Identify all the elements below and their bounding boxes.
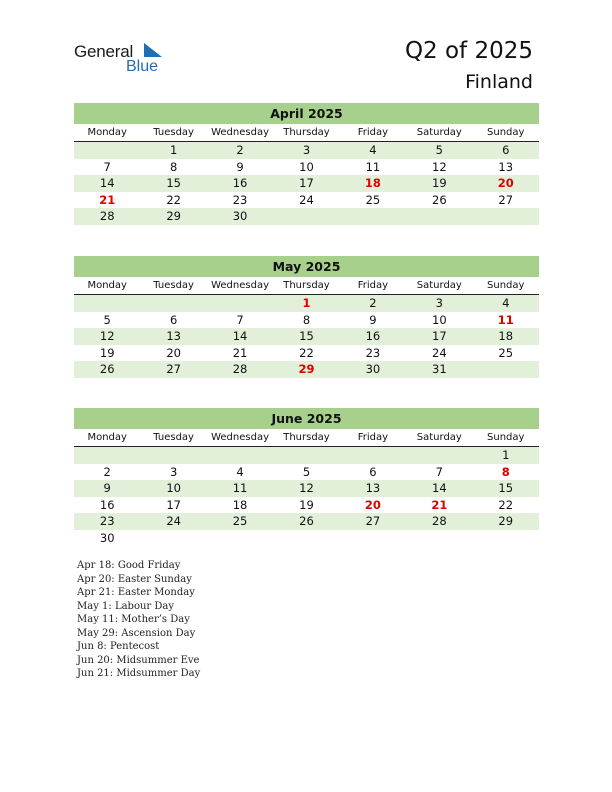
weekday-label: Sunday	[487, 127, 525, 138]
week-row	[74, 480, 539, 497]
page-subtitle: Finland	[465, 71, 533, 93]
holiday-entry: May 1: Labour Day	[77, 600, 174, 612]
day-cell: 24	[299, 192, 314, 207]
weekday-label: Thursday	[283, 432, 330, 443]
day-cell: 17	[166, 497, 181, 512]
logo-triangle-icon	[142, 43, 164, 59]
day-cell: 4	[369, 143, 377, 157]
day-cell: 29	[166, 209, 181, 223]
day-cell: 5	[103, 312, 111, 327]
weekday-label: Monday	[87, 432, 127, 443]
month-calendar-may	[74, 256, 539, 378]
day-cell: 21	[232, 345, 248, 360]
empty-day-cell	[406, 208, 472, 225]
day-cell: 15	[498, 481, 514, 495]
day-cell: 28	[432, 514, 447, 528]
day-cell: 12	[299, 481, 314, 495]
empty-day-cell	[473, 208, 539, 225]
weekday-label: Thursday	[283, 127, 330, 138]
weekday-label: Tuesday	[153, 432, 194, 443]
day-cell: 3	[302, 143, 311, 157]
day-cell: 17	[299, 176, 314, 190]
day-cell: 7	[435, 464, 443, 479]
day-cell: 26	[99, 362, 115, 376]
day-cell: 18	[232, 497, 248, 512]
holiday-entry: Apr 20: Easter Sunday	[77, 573, 192, 585]
day-cell: 9	[369, 312, 377, 327]
weekday-label: Thursday	[283, 280, 330, 291]
week-row	[74, 192, 539, 209]
day-cell: 2	[103, 464, 111, 479]
empty-day-cell	[473, 361, 539, 378]
day-cell: 13	[365, 481, 381, 495]
day-cell: 7	[236, 312, 244, 327]
holiday-entry: Jun 21: Midsummer Day	[77, 668, 201, 679]
empty-day-cell	[207, 530, 273, 547]
weekday-label: Saturday	[416, 127, 462, 138]
holiday-entry: May 29: Ascension Day	[77, 627, 196, 639]
empty-day-cell	[340, 530, 406, 547]
weekday-header-row	[74, 429, 539, 447]
day-cell: 10	[432, 312, 447, 327]
day-cell: 15	[166, 176, 181, 190]
day-cell: 30	[99, 530, 115, 545]
empty-day-cell	[74, 295, 140, 312]
weekday-label: Wednesday	[211, 432, 269, 443]
day-cell: 24	[166, 514, 181, 528]
week-row	[74, 142, 539, 159]
empty-day-cell	[340, 447, 406, 464]
day-cell: 4	[236, 464, 244, 479]
week-row	[74, 175, 539, 192]
week-row	[74, 530, 539, 547]
week-row	[74, 328, 539, 345]
week-row	[74, 159, 539, 176]
day-cell: 8	[169, 159, 178, 174]
day-cell: 2	[236, 143, 244, 157]
empty-day-cell	[74, 142, 140, 159]
day-cell: 13	[166, 329, 181, 343]
day-cell: 12	[432, 159, 447, 174]
day-cell: 22	[166, 192, 181, 207]
day-cell: 16	[99, 497, 115, 512]
weekday-label: Sunday	[487, 280, 525, 291]
empty-day-cell	[207, 447, 273, 464]
day-cell: 29	[498, 514, 514, 528]
day-cell: 8	[302, 312, 311, 327]
day-cell: 19	[299, 497, 314, 512]
day-cell: 1	[302, 296, 311, 310]
weekday-label: Tuesday	[153, 280, 194, 291]
day-cell: 6	[169, 312, 178, 327]
day-cell: 28	[99, 209, 115, 223]
day-cell: 26	[299, 514, 314, 528]
day-cell: 7	[103, 159, 111, 174]
generalblue-logo	[74, 40, 184, 80]
weekday-label: Friday	[357, 432, 389, 443]
day-cell: 28	[232, 362, 248, 376]
day-cell: 16	[365, 329, 381, 343]
weekday-label: Saturday	[416, 432, 462, 443]
day-cell: 21	[99, 192, 116, 207]
weekday-label: Tuesday	[153, 127, 194, 138]
day-cell: 31	[432, 362, 447, 376]
day-cell: 13	[498, 159, 514, 174]
day-cell: 10	[299, 159, 314, 174]
day-cell: 20	[364, 497, 381, 512]
day-cell: 21	[431, 497, 448, 512]
empty-day-cell	[473, 530, 539, 547]
day-cell: 14	[99, 176, 115, 190]
day-cell: 14	[432, 481, 447, 495]
weekday-label: Saturday	[416, 280, 462, 291]
empty-day-cell	[74, 447, 140, 464]
week-row	[74, 447, 539, 464]
logo-word-general: General	[74, 42, 134, 61]
day-cell: 20	[497, 176, 514, 190]
day-cell: 27	[498, 192, 514, 207]
weekday-label: Monday	[87, 127, 127, 138]
week-row	[74, 361, 539, 378]
day-cell: 6	[369, 464, 377, 479]
day-cell: 25	[498, 345, 514, 360]
day-cell: 12	[99, 329, 115, 343]
month-header: June 2025	[74, 408, 539, 429]
day-cell: 5	[435, 143, 443, 157]
empty-day-cell	[207, 295, 273, 312]
day-cell: 1	[502, 448, 510, 462]
day-cell: 16	[232, 176, 248, 190]
day-cell: 9	[103, 481, 111, 495]
weekday-label: Monday	[87, 280, 127, 291]
week-row	[74, 497, 539, 514]
logo-word-blue: Blue	[126, 58, 159, 75]
day-cell: 24	[432, 345, 447, 360]
holiday-list	[77, 559, 200, 681]
day-cell: 5	[302, 464, 311, 479]
day-cell: 26	[432, 192, 447, 207]
weekday-label: Wednesday	[211, 280, 269, 291]
holiday-entry: Apr 18: Good Friday	[77, 560, 181, 571]
weekday-header-row	[74, 124, 539, 142]
weekday-label: Wednesday	[211, 127, 269, 138]
week-row	[74, 513, 539, 530]
day-cell: 19	[432, 176, 447, 190]
day-cell: 23	[232, 192, 248, 207]
day-cell: 20	[166, 345, 181, 360]
empty-day-cell	[140, 295, 206, 312]
day-cell: 18	[498, 329, 514, 343]
week-row	[74, 295, 539, 312]
day-cell: 18	[364, 176, 381, 190]
day-cell: 8	[501, 464, 510, 479]
day-cell: 1	[169, 143, 178, 157]
week-row	[74, 312, 539, 329]
day-cell: 9	[236, 159, 244, 174]
day-cell: 3	[435, 296, 443, 310]
empty-day-cell	[406, 447, 472, 464]
month-header: April 2025	[74, 103, 539, 124]
day-cell: 30	[232, 209, 248, 223]
empty-day-cell	[140, 530, 206, 547]
day-cell: 22	[299, 345, 314, 360]
holiday-entry: Jun 8: Pentecost	[77, 641, 160, 652]
weekday-label: Sunday	[487, 432, 525, 443]
month-calendar-june	[74, 408, 539, 546]
day-cell: 3	[169, 464, 178, 479]
day-cell: 27	[166, 362, 181, 376]
month-calendar-april	[74, 103, 539, 225]
week-row	[74, 345, 539, 362]
day-cell: 25	[232, 514, 248, 528]
week-row	[74, 464, 539, 481]
empty-day-cell	[140, 447, 206, 464]
day-cell: 10	[166, 481, 181, 495]
day-cell: 11	[232, 481, 248, 495]
day-cell: 27	[365, 514, 381, 528]
day-cell: 2	[369, 296, 377, 310]
weekday-label: Friday	[357, 280, 389, 291]
holiday-entry: Jun 20: Midsummer Eve	[77, 654, 200, 666]
weekday-header-row	[74, 277, 539, 295]
day-cell: 25	[365, 192, 381, 207]
day-cell: 11	[497, 312, 514, 327]
empty-day-cell	[340, 208, 406, 225]
holiday-entry: Apr 21: Easter Monday	[77, 587, 195, 598]
day-cell: 19	[99, 345, 115, 360]
weekday-label: Friday	[357, 127, 389, 138]
holiday-entry: May 11: Mother’s Day	[77, 614, 190, 625]
empty-day-cell	[273, 530, 339, 547]
empty-day-cell	[406, 530, 472, 547]
month-header: May 2025	[74, 256, 539, 277]
page-title: Q2 of 2025	[404, 38, 533, 64]
day-cell: 4	[502, 296, 510, 310]
day-cell: 22	[498, 497, 514, 512]
day-cell: 17	[432, 329, 447, 343]
empty-day-cell	[273, 447, 339, 464]
day-cell: 23	[365, 345, 381, 360]
empty-day-cell	[273, 208, 339, 225]
day-cell: 11	[365, 159, 381, 174]
day-cell: 29	[298, 362, 315, 376]
day-cell: 15	[299, 329, 314, 343]
day-cell: 14	[232, 329, 248, 343]
week-row	[74, 208, 539, 225]
day-cell: 30	[365, 362, 381, 376]
day-cell: 6	[502, 143, 510, 157]
day-cell: 23	[99, 514, 115, 528]
